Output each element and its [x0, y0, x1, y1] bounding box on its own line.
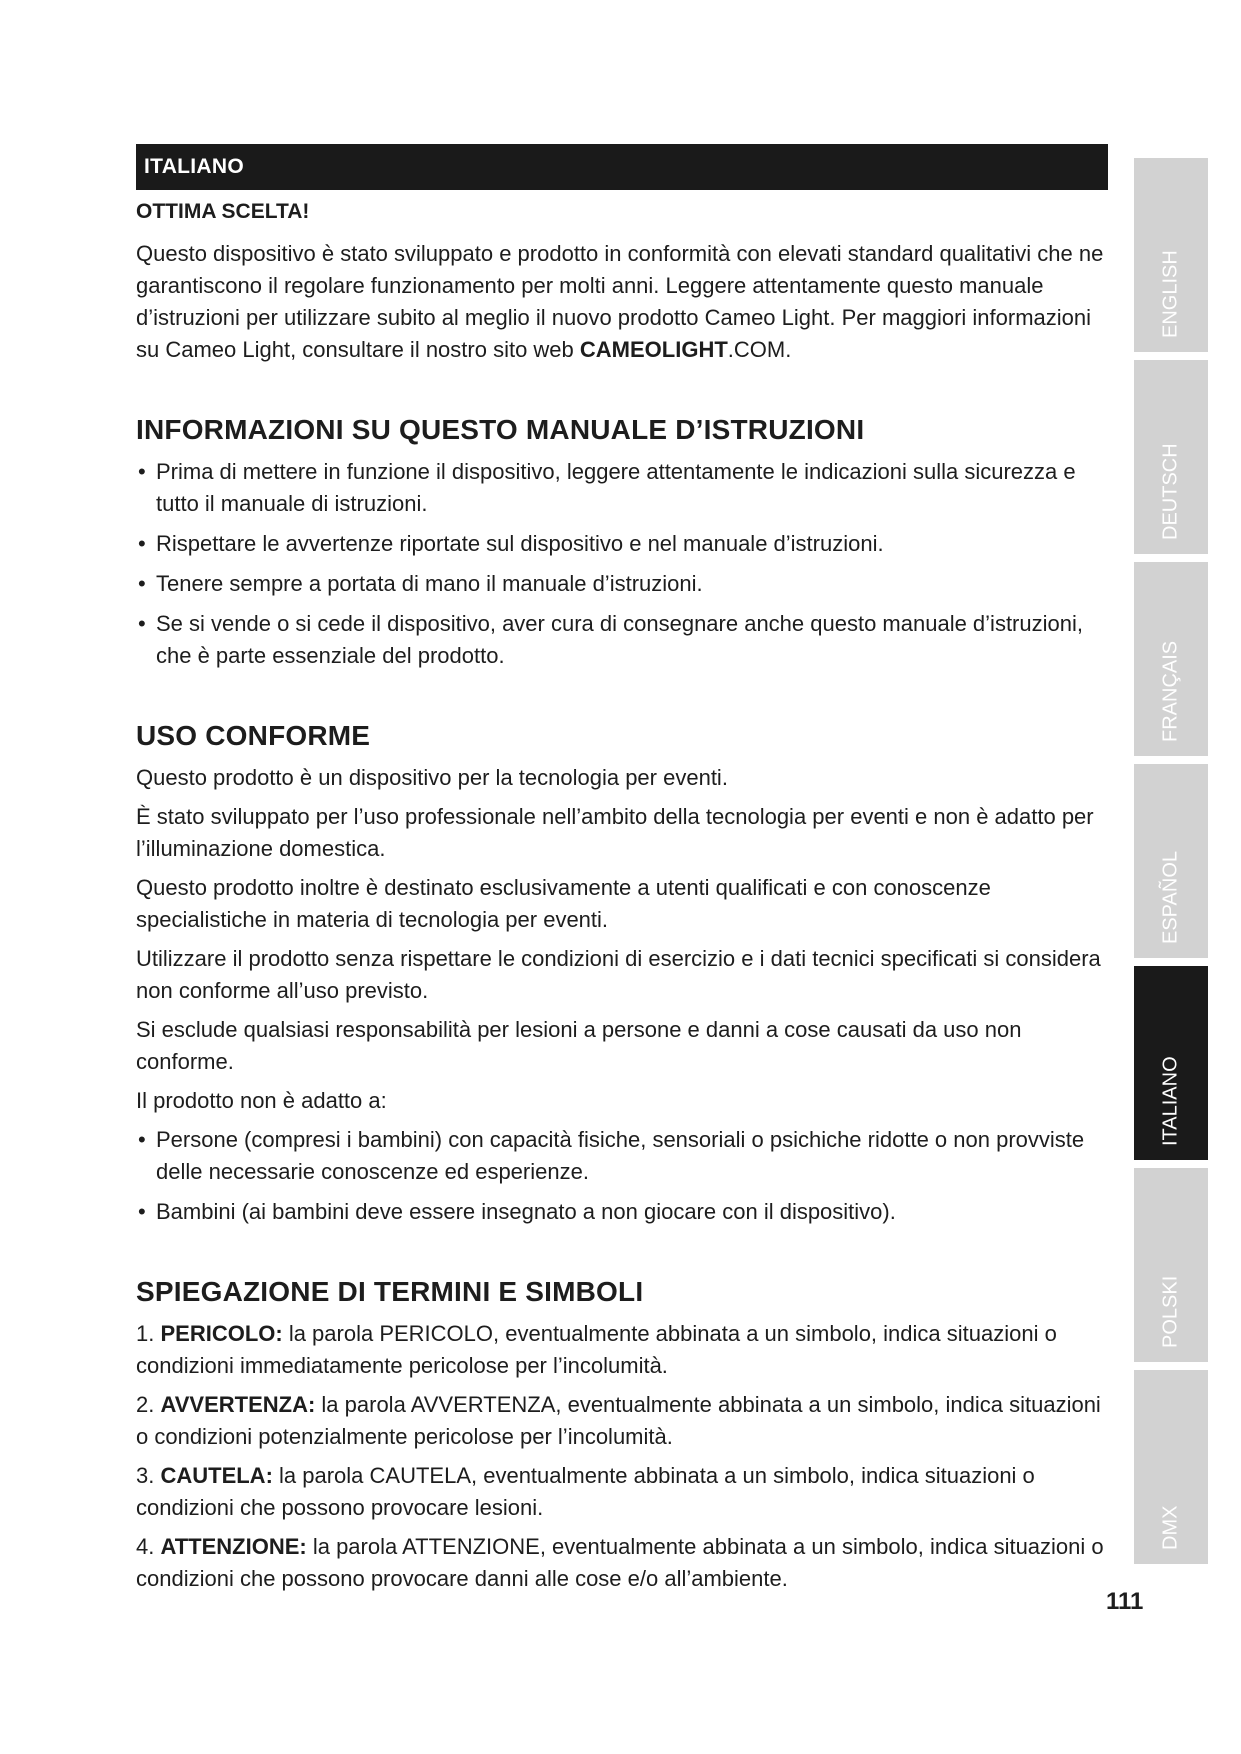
- use-paragraph: È stato sviluppato per l’uso professionale nell’ambito della tecnologia per eventi e non è adatto per l’illuminazione domestica.: [136, 804, 1094, 861]
- tab-label: DMX: [1159, 1505, 1182, 1550]
- term-number: 4.: [136, 1534, 161, 1559]
- term-description: la parola CAUTELA, eventualmente abbinata a un simbolo, indica situazioni o condizioni che possono provocare lesioni.: [136, 1463, 1035, 1520]
- intro-text: Questo dispositivo è stato sviluppato e prodotto in conformità con elevati standard qualitativi che ne garantiscono il regolare funzionamento per molti anni. Leggere attentamente questo manuale d’istruzioni per utilizzare subito al meglio il nuovo prodotto Cameo Light. Per maggiori informazioni su Cameo Light, consultare il nostro sito web: [136, 241, 1104, 362]
- term-item: [136, 1531, 1108, 1595]
- term-description: la parola ATTENZIONE, eventualmente abbinata a un simbolo, indica situazioni o condizioni che possono provocare danni alle cose e/o all’ambiente.: [136, 1534, 1104, 1591]
- term-keyword: ATTENZIONE:: [160, 1534, 307, 1559]
- manual-bullet-list: [136, 456, 1108, 672]
- term-number: 3.: [136, 1463, 161, 1488]
- kicker-heading: OTTIMA SCELTA!: [136, 200, 310, 223]
- term-number: 2.: [136, 1392, 161, 1417]
- use-paragraph: Questo prodotto è un dispositivo per la tecnologia per eventi.: [136, 765, 728, 790]
- section-title-use: USO CONFORME: [136, 720, 371, 751]
- tab-francais[interactable]: [1134, 562, 1208, 756]
- page-number: 111: [1106, 1588, 1144, 1615]
- list-item: • Prima di mettere in funzione il dispositivo, leggere attentamente le indicazioni sulla sicurezza e tutto il manuale di istruzioni.: [136, 456, 1108, 520]
- list-item: • Bambini (ai bambini deve essere insegnato a non giocare con il dispositivo).: [136, 1196, 1108, 1228]
- tab-label: ESPAÑOL: [1159, 851, 1182, 944]
- tab-label: ENGLISH: [1159, 250, 1182, 338]
- term-item: [136, 1389, 1108, 1453]
- term-keyword: PERICOLO:: [160, 1321, 283, 1346]
- use-bullet-list: [136, 1124, 1108, 1228]
- list-item: • Tenere sempre a portata di mano il manuale d’istruzioni.: [136, 568, 1108, 600]
- term-description: la parola AVVERTENZA, eventualmente abbinata a un simbolo, indica situazioni o condizioni potenzialmente pericolose per l’incolumità.: [136, 1392, 1101, 1449]
- tab-label: DEUTSCH: [1159, 443, 1182, 540]
- term-item: [136, 1318, 1108, 1382]
- tab-polski[interactable]: [1134, 1168, 1208, 1362]
- list-item: • Rispettare le avvertenze riportate sul dispositivo e nel manuale d’istruzioni.: [136, 528, 1108, 560]
- language-tabs: [1134, 158, 1208, 1572]
- term-number: 1.: [136, 1321, 161, 1346]
- use-paragraph: Questo prodotto inoltre è destinato esclusivamente a utenti qualificati e con conoscenze specialistiche in materia di tecnologia per eventi.: [136, 875, 991, 932]
- use-paragraph: Utilizzare il prodotto senza rispettare le condizioni di esercizio e i dati tecnici specificati si considera non conforme all’uso previsto.: [136, 946, 1101, 1003]
- list-item: • Se si vende o si cede il dispositivo, aver cura di consegnare anche questo manuale d’istruzioni, che è parte essenziale del prodotto.: [136, 608, 1108, 672]
- term-description: la parola PERICOLO, eventualmente abbinata a un simbolo, indica situazioni o condizioni immediatamente pericolose per l’incolumità.: [136, 1321, 1057, 1378]
- tab-italiano[interactable]: [1134, 966, 1208, 1160]
- section-title-manual: INFORMAZIONI SU QUESTO MANUALE D’ISTRUZIONI: [136, 414, 865, 445]
- term-keyword: AVVERTENZA:: [160, 1392, 316, 1417]
- page-content: [136, 144, 1108, 1602]
- section-title-terms: SPIEGAZIONE DI TERMINI E SIMBOLI: [136, 1276, 644, 1307]
- website-name: CAMEOLIGHT: [579, 337, 728, 362]
- tab-espanol[interactable]: [1134, 764, 1208, 958]
- tab-deutsch[interactable]: [1134, 360, 1208, 554]
- intro-paragraph: [136, 238, 1108, 366]
- use-paragraph: Si esclude qualsiasi responsabilità per lesioni a persone e danni a cose causati da uso non conforme.: [136, 1017, 1022, 1074]
- tab-label: POLSKI: [1159, 1275, 1182, 1348]
- tab-dmx[interactable]: [1134, 1370, 1208, 1564]
- language-header-bar: ITALIANO: [136, 144, 1108, 190]
- tab-label: ITALIANO: [1159, 1056, 1182, 1146]
- use-paragraph: Il prodotto non è adatto a:: [136, 1088, 387, 1113]
- website-suffix: .COM.: [727, 337, 792, 362]
- tab-label: FRANÇAIS: [1159, 640, 1182, 742]
- term-keyword: CAUTELA:: [160, 1463, 273, 1488]
- term-item: [136, 1460, 1108, 1524]
- tab-english[interactable]: [1134, 158, 1208, 352]
- list-item: • Persone (compresi i bambini) con capacità fisiche, sensoriali o psichiche ridotte o non provviste delle necessarie conoscenze ed esperienze.: [136, 1124, 1108, 1188]
